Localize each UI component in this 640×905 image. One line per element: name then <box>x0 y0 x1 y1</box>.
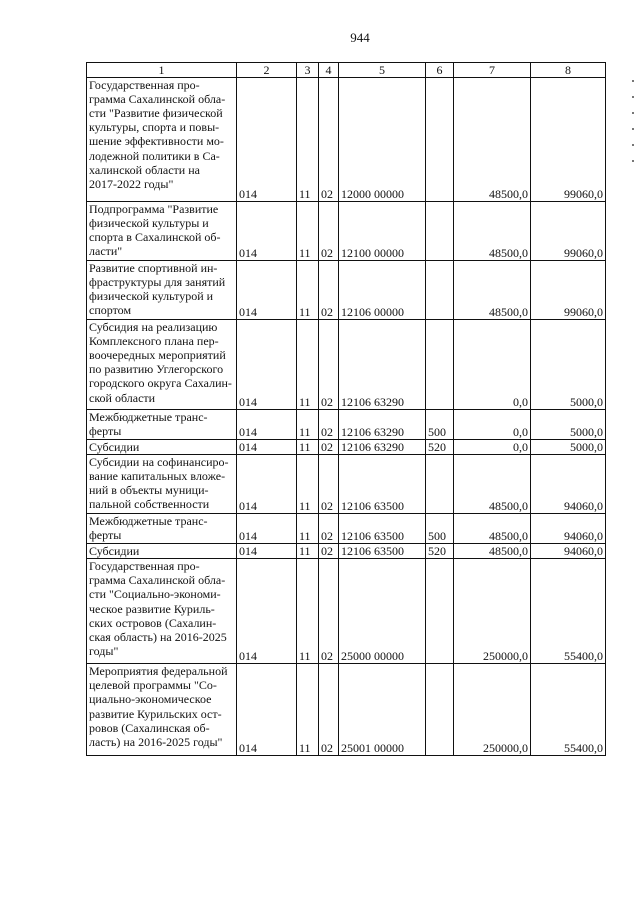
cell-c6 <box>426 455 454 514</box>
row-name-text: Субсидии <box>89 544 140 559</box>
cell-c3: 11 <box>297 78 319 202</box>
cell-c7: 48500,0 <box>454 514 531 544</box>
cell-c5: 12106 63500 <box>339 514 426 544</box>
row-name-text: Субсидия на реализацию Комплексного плана пер- воочередных мероприятий по развитию Углегорского городского округа Сахалин- ской области <box>89 320 232 405</box>
table-row <box>87 410 606 440</box>
cell-c8: 94060,0 <box>531 514 606 544</box>
cell-c5: 25000 00000 <box>339 559 426 664</box>
row-name-cell <box>87 559 237 664</box>
cell-c3: 11 <box>297 514 319 544</box>
cell-c6: 500 <box>426 514 454 544</box>
cell-c6 <box>426 202 454 261</box>
cell-c7: 0,0 <box>454 410 531 440</box>
cell-c6: 520 <box>426 544 454 559</box>
table-row <box>87 261 606 320</box>
cell-c7: 250000,0 <box>454 664 531 756</box>
cell-c2: 014 <box>237 455 297 514</box>
row-name-cell <box>87 261 237 320</box>
budget-table-body <box>87 63 606 756</box>
cell-c4: 02 <box>319 320 339 410</box>
budget-table <box>86 62 606 756</box>
header-cell-4: 4 <box>319 63 339 78</box>
scan-marks <box>630 80 636 190</box>
page-number: 944 <box>350 30 370 45</box>
cell-c3: 11 <box>297 455 319 514</box>
cell-c4: 02 <box>319 455 339 514</box>
cell-c5: 12100 00000 <box>339 202 426 261</box>
cell-c7: 0,0 <box>454 320 531 410</box>
cell-c7: 0,0 <box>454 440 531 455</box>
cell-c7: 48500,0 <box>454 261 531 320</box>
table-row <box>87 514 606 544</box>
cell-c6: 500 <box>426 410 454 440</box>
cell-c8: 99060,0 <box>531 202 606 261</box>
header-cell-2: 2 <box>237 63 297 78</box>
cell-c2: 014 <box>237 202 297 261</box>
table-row <box>87 544 606 559</box>
row-name-text: Мероприятия федеральной целевой программы "Со- циально-экономическое развитие Курильских ост- ровов (Сахалинская об- ласть) на 2016-2025 годы" <box>89 664 228 749</box>
row-name-cell <box>87 455 237 514</box>
cell-c8: 94060,0 <box>531 455 606 514</box>
cell-c3: 11 <box>297 664 319 756</box>
table-row <box>87 78 606 202</box>
cell-c8: 55400,0 <box>531 664 606 756</box>
cell-c7: 48500,0 <box>454 544 531 559</box>
cell-c3: 11 <box>297 261 319 320</box>
table-row <box>87 320 606 410</box>
cell-c7: 48500,0 <box>454 78 531 202</box>
header-cell-7: 7 <box>454 63 531 78</box>
cell-c5: 12106 63290 <box>339 320 426 410</box>
cell-c8: 5000,0 <box>531 320 606 410</box>
cell-c6 <box>426 78 454 202</box>
cell-c8: 99060,0 <box>531 261 606 320</box>
row-name-cell <box>87 320 237 410</box>
cell-c5: 12106 63290 <box>339 440 426 455</box>
cell-c2: 014 <box>237 559 297 664</box>
row-name-cell <box>87 544 237 559</box>
cell-c4: 02 <box>319 410 339 440</box>
header-cell-1: 1 <box>87 63 237 78</box>
cell-c2: 014 <box>237 514 297 544</box>
cell-c4: 02 <box>319 440 339 455</box>
cell-c5: 12000 00000 <box>339 78 426 202</box>
cell-c4: 02 <box>319 78 339 202</box>
row-name-text: Подпрограмма "Развитие физической культуры и спорта в Сахалинской об- ласти" <box>89 202 221 259</box>
header-cell-6: 6 <box>426 63 454 78</box>
row-name-cell <box>87 410 237 440</box>
cell-c2: 014 <box>237 440 297 455</box>
table-row <box>87 664 606 756</box>
header-cell-5: 5 <box>339 63 426 78</box>
cell-c6 <box>426 559 454 664</box>
cell-c4: 02 <box>319 514 339 544</box>
row-name-cell <box>87 664 237 756</box>
cell-c6: 520 <box>426 440 454 455</box>
cell-c8: 5000,0 <box>531 410 606 440</box>
cell-c6 <box>426 320 454 410</box>
header-cell-8: 8 <box>531 63 606 78</box>
cell-c3: 11 <box>297 202 319 261</box>
cell-c7: 48500,0 <box>454 202 531 261</box>
row-name-text: Межбюджетные транс- ферты <box>89 514 208 543</box>
cell-c3: 11 <box>297 440 319 455</box>
cell-c2: 014 <box>237 664 297 756</box>
cell-c2: 014 <box>237 544 297 559</box>
row-name-text: Межбюджетные транс- ферты <box>89 410 208 439</box>
table-row <box>87 202 606 261</box>
cell-c6 <box>426 261 454 320</box>
cell-c4: 02 <box>319 544 339 559</box>
row-name-cell <box>87 514 237 544</box>
cell-c5: 12106 63500 <box>339 544 426 559</box>
table-row <box>87 455 606 514</box>
row-name-text: Государственная про- грамма Сахалинской обла- сти "Социально-экономи- ческое развитие Куриль- ских островов (Сахалин- ская область) на 2016-2025 годы" <box>89 559 227 658</box>
cell-c7: 250000,0 <box>454 559 531 664</box>
row-name-cell <box>87 202 237 261</box>
row-name-text: Субсидии на софинансиро- вание капитальных вложе- ний в объекты муници- пальной собственности <box>89 455 229 512</box>
cell-c4: 02 <box>319 664 339 756</box>
cell-c3: 11 <box>297 544 319 559</box>
row-name-cell <box>87 78 237 202</box>
header-row <box>87 63 606 78</box>
cell-c5: 25001 00000 <box>339 664 426 756</box>
cell-c5: 12106 00000 <box>339 261 426 320</box>
cell-c8: 99060,0 <box>531 78 606 202</box>
cell-c5: 12106 63500 <box>339 455 426 514</box>
cell-c3: 11 <box>297 320 319 410</box>
cell-c2: 014 <box>237 320 297 410</box>
cell-c2: 014 <box>237 410 297 440</box>
cell-c4: 02 <box>319 261 339 320</box>
cell-c2: 014 <box>237 78 297 202</box>
cell-c8: 55400,0 <box>531 559 606 664</box>
table-row <box>87 440 606 455</box>
cell-c4: 02 <box>319 559 339 664</box>
cell-c3: 11 <box>297 410 319 440</box>
cell-c7: 48500,0 <box>454 455 531 514</box>
row-name-text: Государственная про- грамма Сахалинской обла- сти "Развитие физической культуры, спорта и повы- шение эффективности мо- лодежной политики в Са- халинской области на 2017-2022 годы" <box>89 78 226 191</box>
cell-c6 <box>426 664 454 756</box>
cell-c3: 11 <box>297 559 319 664</box>
cell-c2: 014 <box>237 261 297 320</box>
cell-c5: 12106 63290 <box>339 410 426 440</box>
cell-c4: 02 <box>319 202 339 261</box>
cell-c8: 94060,0 <box>531 544 606 559</box>
row-name-cell <box>87 440 237 455</box>
cell-c8: 5000,0 <box>531 440 606 455</box>
row-name-text: Развитие спортивной ин- фраструктуры для занятий физической культурой и спортом <box>89 261 226 318</box>
table-row <box>87 559 606 664</box>
row-name-text: Субсидии <box>89 440 140 455</box>
header-cell-3: 3 <box>297 63 319 78</box>
